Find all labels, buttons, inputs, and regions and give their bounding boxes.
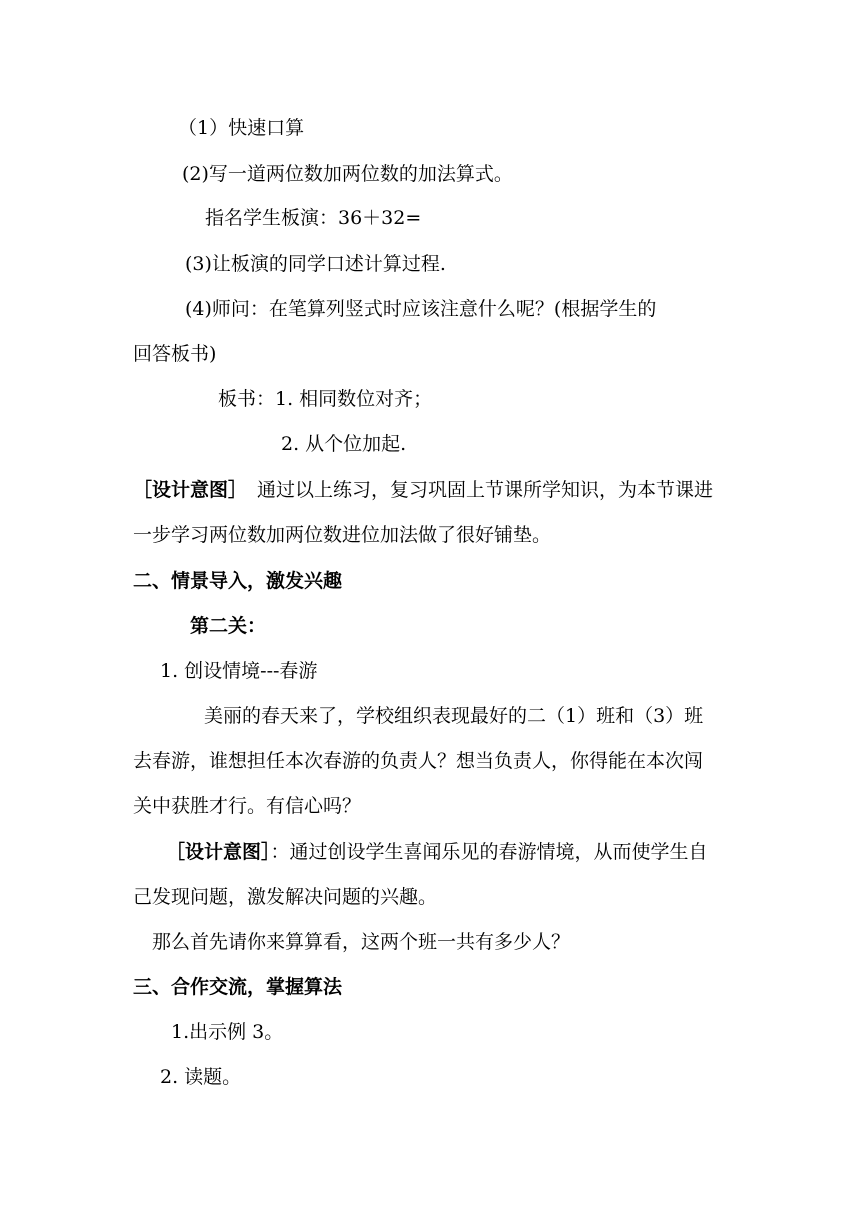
text-line-spring-intro: 美丽的春天来了，学校组织表现最好的二（1）班和（3）班 xyxy=(204,705,704,727)
text-line-board-demo: 指名学生板演：36＋32= xyxy=(205,207,422,229)
section-heading-2: 二、情景导入，激发兴趣 xyxy=(133,570,343,592)
text-line-answer-board: 回答板书) xyxy=(133,343,217,365)
design-intent-text: ：通过创设学生喜闻乐见的春游情境，从而使学生自 xyxy=(270,841,708,863)
design-intent-paragraph-2 xyxy=(166,840,708,864)
design-intent-paragraph-1 xyxy=(133,478,713,502)
text-line-board-note-1: 板书：1. 相同数位对齐； xyxy=(218,388,433,410)
level-two-label: 第二关： xyxy=(190,615,267,637)
text-line-write-addition: (2)写一道两位数加两位数的加法算式。 xyxy=(182,163,513,185)
design-intent-label: ［设计意图］ xyxy=(133,479,248,501)
design-intent-text: 通过以上练习，复习巩固上节课所学知识，为本节课进 xyxy=(257,479,714,501)
text-line-board-note-2: 2. 从个位加起. xyxy=(281,433,407,455)
text-line-continuation: 一步学习两位数加两位数进位加法做了很好铺垫。 xyxy=(133,524,552,546)
text-line-question: 那么首先请你来算算看，这两个班一共有多少人？ xyxy=(152,931,571,953)
text-line-create-scenario: 1. 创设情境---春游 xyxy=(160,660,318,682)
text-line-read-question: 2. 读题。 xyxy=(160,1066,242,1088)
text-line-interest: 己发现问题，激发解决问题的兴趣。 xyxy=(133,886,438,908)
design-intent-label: ［设计意图］ xyxy=(166,841,271,863)
section-heading-3: 三、合作交流，掌握算法 xyxy=(133,976,343,998)
text-line-confidence: 关中获胜才行。有信心吗？ xyxy=(133,795,362,817)
text-line-quick-mental-math: （1）快速口算 xyxy=(178,117,305,139)
text-line-teacher-question: (4)师问：在笔算列竖式时应该注意什么呢？(根据学生的 xyxy=(185,298,657,320)
text-line-spring-cont: 去春游，谁想担任本次春游的负责人？想当负责人，你得能在本次闯 xyxy=(133,750,704,772)
text-line-oral-process: (3)让板演的同学口述计算过程. xyxy=(185,253,446,275)
text-line-example: 1.出示例 3。 xyxy=(171,1021,284,1043)
